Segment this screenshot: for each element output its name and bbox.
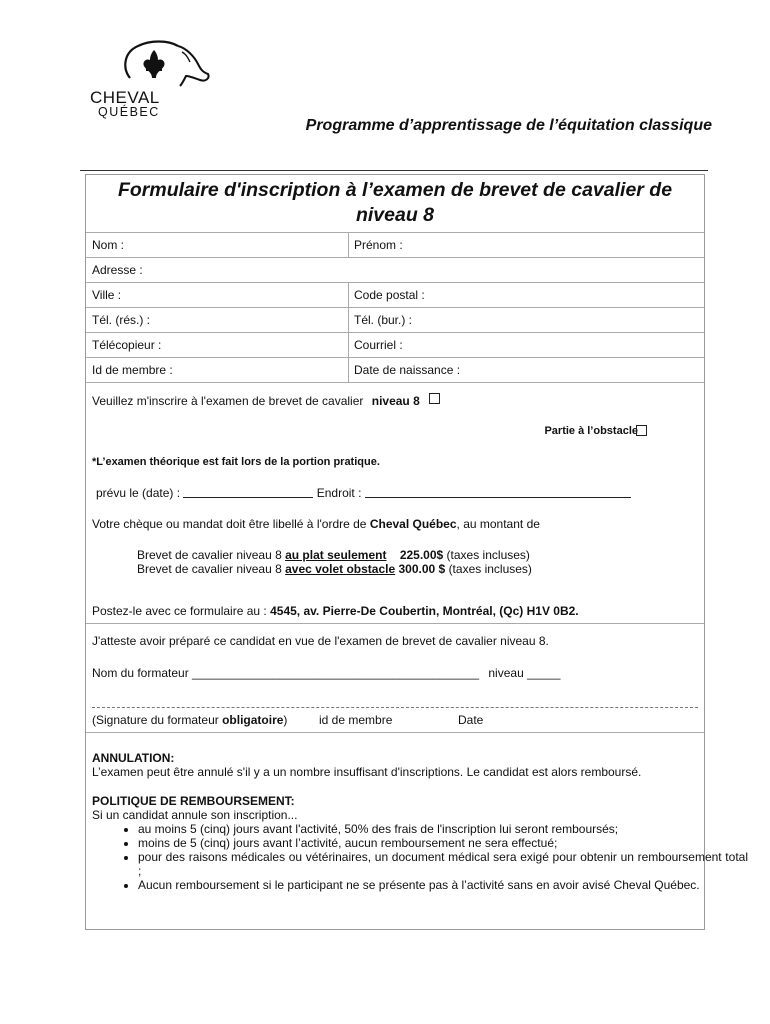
divider: [86, 307, 704, 308]
form-title-line-1: Formulaire d'inscription à l’examen de brevet de cavalier de: [117, 179, 673, 201]
date-caption: Date: [458, 713, 484, 727]
list-item: • au moins 5 (cinq) jours avant l'activité, 50% des frais de l'inscription lui seront remboursés;: [138, 822, 748, 836]
registration-form: [85, 174, 748, 930]
refund-policy-list: [92, 822, 748, 892]
id-membre-field[interactable]: Id de membre :: [92, 363, 173, 377]
divider: [86, 232, 704, 233]
divider: [86, 357, 704, 358]
refund-policy-intro: Si un candidat annule son inscription...: [92, 808, 298, 822]
fee-1-option: au plat seulement: [285, 548, 387, 562]
fee-line-2: [137, 562, 532, 576]
nom-field[interactable]: Nom :: [92, 238, 125, 252]
mailing-line: [92, 604, 579, 618]
code-postal-field[interactable]: Code postal :: [354, 288, 425, 302]
place-input-line[interactable]: [365, 487, 631, 498]
date-naissance-field[interactable]: Date de naissance :: [354, 363, 461, 377]
signature-required: obligatoire: [222, 713, 284, 727]
cheval-quebec-logo: [88, 38, 216, 120]
divider: [86, 623, 704, 624]
cheque-suffix: , au montant de: [456, 517, 540, 531]
logo-text-cheval: CHEVAL: [90, 88, 160, 107]
exam-request-text: Veuillez m'inscrire à l'examen de brevet de cavalier: [92, 394, 364, 408]
date-input-line[interactable]: [183, 487, 313, 498]
ville-field[interactable]: Ville :: [92, 288, 122, 302]
form-title-line-2: niveau 8: [355, 204, 435, 226]
divider: [86, 332, 704, 333]
divider: [348, 232, 349, 257]
divider: [86, 382, 704, 383]
member-id-caption: id de membre: [319, 713, 393, 727]
place-label: Endroit :: [316, 486, 362, 500]
signature-label: (Signature du formateur: [92, 713, 219, 727]
cheque-org: Cheval Québec: [369, 517, 457, 531]
fee-line-1: [137, 548, 530, 562]
fee-1-tax: (taxes incluses): [446, 548, 530, 562]
trainer-label: Nom du formateur: [92, 666, 189, 680]
fee-2-option: avec volet obstacle: [285, 562, 396, 576]
fee-1-amount: 225.00$: [399, 548, 444, 562]
cheque-text: Votre chèque ou mandat doit être libellé à l'ordre de: [92, 517, 367, 531]
mailing-text: Postez-le avec ce formulaire au :: [92, 604, 267, 618]
signature-line[interactable]: [92, 707, 698, 708]
fee-1-label: Brevet de cavalier niveau 8: [137, 548, 282, 562]
divider: [86, 732, 704, 733]
cheque-line: [92, 517, 540, 531]
prenom-field[interactable]: Prénom :: [354, 238, 403, 252]
list-item: • pour des raisons médicales ou vétérinaires, un document médical sera exigé pour obtenir un remboursement total ;: [138, 850, 748, 878]
signature-caption: [92, 713, 287, 727]
cancel-text: L’examen peut être annulé s'il y a un nombre insuffisant d'inscriptions. Le candidat est alors remboursé.: [92, 765, 642, 779]
trainer-level-label: niveau: [488, 666, 524, 680]
signature-paren: ): [283, 713, 288, 727]
fee-2-amount: 300.00 $: [398, 562, 446, 576]
divider: [86, 257, 704, 258]
form-title: [86, 178, 704, 228]
header-divider: [80, 170, 708, 171]
tel-bur-field[interactable]: Tél. (bur.) :: [354, 313, 413, 327]
logo-text-quebec: QUÉBEC: [98, 105, 160, 119]
exam-level: niveau 8: [371, 394, 420, 408]
exam-request-line: [92, 393, 440, 408]
list-item: • moins de 5 (cinq) jours avant l’activité, aucun remboursement ne sera effectué;: [138, 836, 748, 850]
divider: [348, 282, 349, 382]
trainer-input-line[interactable]: ___________________________________________: [192, 666, 480, 680]
divider: [86, 282, 704, 283]
fee-2-tax: (taxes incluses): [448, 562, 532, 576]
telecopieur-field[interactable]: Télécopieur :: [92, 338, 162, 352]
tel-res-field[interactable]: Tél. (rés.) :: [92, 313, 151, 327]
level-8-checkbox[interactable]: [429, 393, 440, 404]
trainer-level-input-line[interactable]: _____: [527, 666, 561, 680]
mailing-address: 4545, av. Pierre-De Coubertin, Montréal, (Qc) H1V 0B2.: [270, 604, 579, 618]
trainer-line: [92, 666, 560, 680]
fee-2-label: Brevet de cavalier niveau 8: [137, 562, 282, 576]
attest-statement: J'atteste avoir préparé ce candidat en vue de l'examen de brevet de cavalier niveau 8.: [92, 634, 549, 648]
date-label: prévu le (date) :: [96, 486, 181, 500]
date-place-line: [96, 486, 631, 500]
obstacle-checkbox[interactable]: [636, 425, 647, 436]
program-title: Programme d’apprentissage de l’équitation classique: [305, 117, 712, 134]
obstacle-label: Partie à l’obstacle: [544, 425, 638, 437]
adresse-field[interactable]: Adresse :: [92, 263, 143, 277]
theory-note: *L’examen théorique est fait lors de la portion pratique.: [92, 456, 380, 468]
horse-fleur-de-lis-icon: [116, 38, 212, 88]
courriel-field[interactable]: Courriel :: [354, 338, 403, 352]
cancel-title: ANNULATION:: [92, 751, 175, 765]
list-item: • Aucun remboursement si le participant ne se présente pas à l’activité sans en avoir avisé Cheval Québec.: [138, 878, 748, 892]
refund-policy-title: POLITIQUE DE REMBOURSEMENT:: [92, 794, 295, 808]
